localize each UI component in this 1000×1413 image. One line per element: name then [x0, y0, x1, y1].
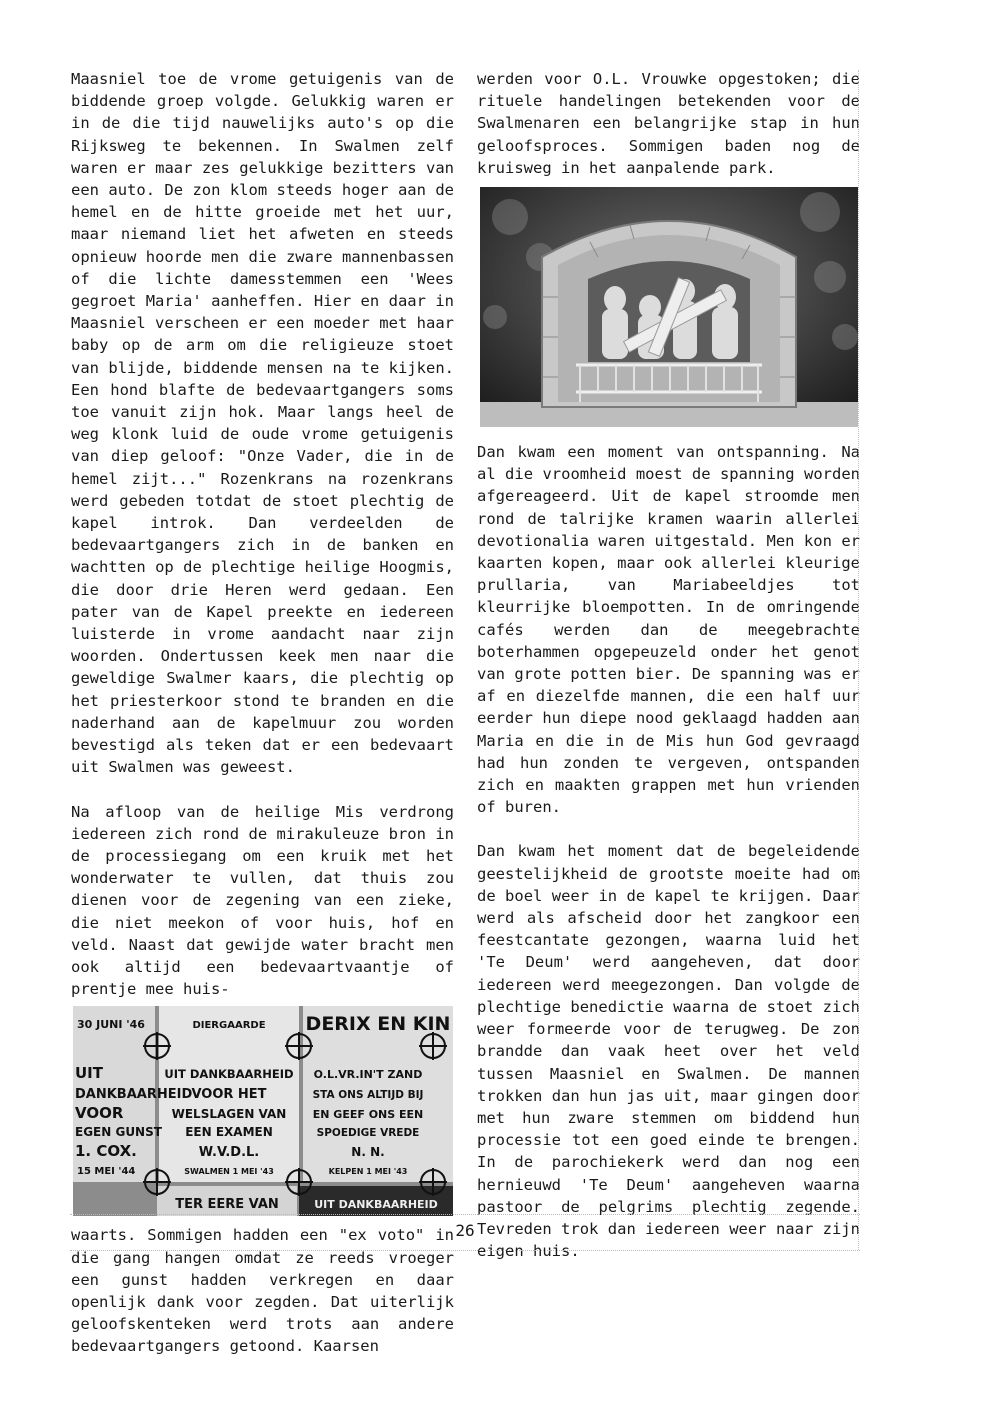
ex-voto-plaques-photo — [73, 1006, 453, 1216]
plaque-c-line6: KELPEN 1 MEI '43 — [328, 1167, 408, 1177]
right-paragraph-2: Dan kwam een moment van ontspanning. Na al die vroomheid moest de spanning worden afgereageerd. Uit de kapel stroomde men rond de talrijke kramen waarin allerlei devotionalia waren uitgestald. Men kon er kaarten kopen, maar ook allerlei kleurige prullaria, van Mariabeeldjes tot kleurrijke bloempotten. In de omringende cafés werden dan de meegebrachte boterhammen opgepeuzeld onder het genot van grote potten bier. De spanning was er af en diezelfde mannen, die een half uur eerder hun diepe nood geklaagd hadden aan Maria en die in de Mis hun God gevraagd had hun zonden te vergeven, ontspanden zich en maakten grappen met hun vrienden of buren. — [477, 443, 860, 817]
plaque-c-line4: SPOEDIGE VREDE — [316, 1127, 420, 1140]
left-column — [71, 68, 454, 1358]
left-paragraph-3: waarts. Sommigen hadden een "ex voto" in die gang hangen omdat ze reeds vroeger een gunst hadden verkregen en daar openlijk dank voor zegden. Dat uiterlijk geloofskenteken werd trots aan andere bedevaartgangers getoond. Kaarsen — [71, 1226, 454, 1356]
plaque-a-line5: 1. COX. — [75, 1142, 137, 1161]
page-number: 26 — [455, 1221, 475, 1240]
plaque-b-line1: UIT DANKBAARHEID — [164, 1067, 294, 1082]
chapel-shrine-photo — [480, 187, 858, 427]
plaque-b-line3: WELSLAGEN VAN — [171, 1107, 287, 1122]
plaque-a-date: 30 JUNI '46 — [77, 1018, 145, 1032]
plaque-b-line4: EEN EXAMEN — [185, 1125, 273, 1140]
plaque-c-line5: N. N. — [351, 1145, 385, 1160]
plaque-c-line2: STA ONS ALTIJD BIJ — [312, 1089, 424, 1102]
plaque-c-line3: EN GEEF ONS EEN — [312, 1108, 424, 1122]
plaque-bottom-right: UIT DANKBAARHEID — [314, 1198, 438, 1212]
plaque-b-line5: W.V.D.L. — [198, 1145, 260, 1161]
plaque-b-top: DIERGAARDE — [192, 1020, 266, 1032]
plaque-c-line1: O.L.VR.IN'T ZAND — [313, 1068, 423, 1082]
plaque-b-line2: VOOR HET — [191, 1087, 267, 1103]
plaque-b-line6: SWALMEN 1 MEI '43 — [184, 1167, 274, 1177]
left-paragraph-2: Na afloop van de heilige Mis verdrong iedereen zich rond de mirakuleuze bron in de processiegang om een kruik met het wonderwater te vullen, dat thuis zou dienen voor de zegening van een zieke, die niet meekon of voor huis, hof en veld. Naast dat gewijde water bracht men ook altijd een bedevaartvaantje of prentje mee huis- — [71, 802, 454, 999]
right-paragraph-3: Dan kwam het moment dat de begeleidende geestelijkheid de grootste moeite had om de boel weer in de kapel te krijgen. Daar werd als afscheid door het zangkoor een feestcantate gezongen, waarna luid het 'Te Deum' werd aangeheven, dat door iedereen werd meegezongen. Dan volgde de plechtige benedictie waarna de stoet zich weer formeerde voor de terugweg. De zon brandde dan vaak heet over het veld tussen Maasniel en Swalmen. De mannen trokken dan hun jas uit, maar gingen door met hun zware stemmen om biddend hun processie tot een goed einde te brengen. In de parochiekerk werd dan nog een hernieuwd 'Te Deum' aangeheven waarna pastoor de pelgrims plechtig zegende. Tevreden trok dan iedereen weer naar zijn eigen huis. — [477, 842, 860, 1261]
plaque-a-line2: DANKBAARHEID — [75, 1087, 193, 1103]
plaque-c-top: DERIX EN KIN — [305, 1013, 451, 1036]
plaque-a-line1: UIT — [75, 1064, 103, 1083]
right-paragraph-1: werden voor O.L. Vrouwke opgestoken; die rituele handelingen betekenden voor de Swalmenaren een belangrijke stap in hun geloofsproces. Sommigen baden nog de kruisweg in het aanpalende park. — [477, 70, 860, 177]
plaque-a-date2: 15 MEI '44 — [77, 1166, 136, 1178]
right-margin-dotted-rule — [858, 70, 859, 1250]
footer-dotted-rule-top — [70, 1214, 860, 1215]
plaque-a-line3: VOOR — [75, 1104, 124, 1123]
plaque-bottom-left: TER EERE VAN — [175, 1197, 279, 1213]
footer-dotted-rule-bottom — [70, 1250, 860, 1251]
plaque-a-line4: EGEN GUNST — [75, 1125, 162, 1140]
right-column — [477, 68, 860, 1262]
left-paragraph-1: Maasniel toe de vrome getuigenis van de biddende groep volgde. Gelukkig waren er in de die tijd nauwelijks auto's op die Rijksweg te bekennen. In Swalmen zelf waren er maar zes gelukkige bezitters van een auto. De zon klom steeds hoger aan de hemel en de hitte groeide met het uur, maar niemand liet het afweten en steeds opnieuw hoorde men die zware mannenbassen of die lichte damesstemmen een 'Wees gegroet Maria' aanheffen. Hier en daar in Maasniel verscheen er een moeder met haar baby op de arm om die religieuze stoet van blijde, biddende mensen na te kijken. Een hond blafte de bedevaartgangers soms toe vanuit zijn hok. Maar langs heel de weg klonk luid de oude vrome getuigenis van diep geloof: "Onze Vader, die in de hemel zijt..." Rozenkrans na rozenkrans werd gebeden totdat de stoet plechtig de kapel introk. Dan verdeelden de bedevaartgangers zich in de banken en wachtten op de plechtige heilige Hoogmis, die door drie Heren werd gedaan. Een pater van de Kapel preekte en iedereen luisterde in vrome aandacht naar zijn woorden. Ondertussen keek men naar die geweldige Swalmer kaars, die plechtig op het priesterkoor stond te branden en die naderhand aan de kapelmuur zou worden bevestigd als teken dat er een bedevaart uit Swalmen was geweest. — [71, 70, 454, 777]
